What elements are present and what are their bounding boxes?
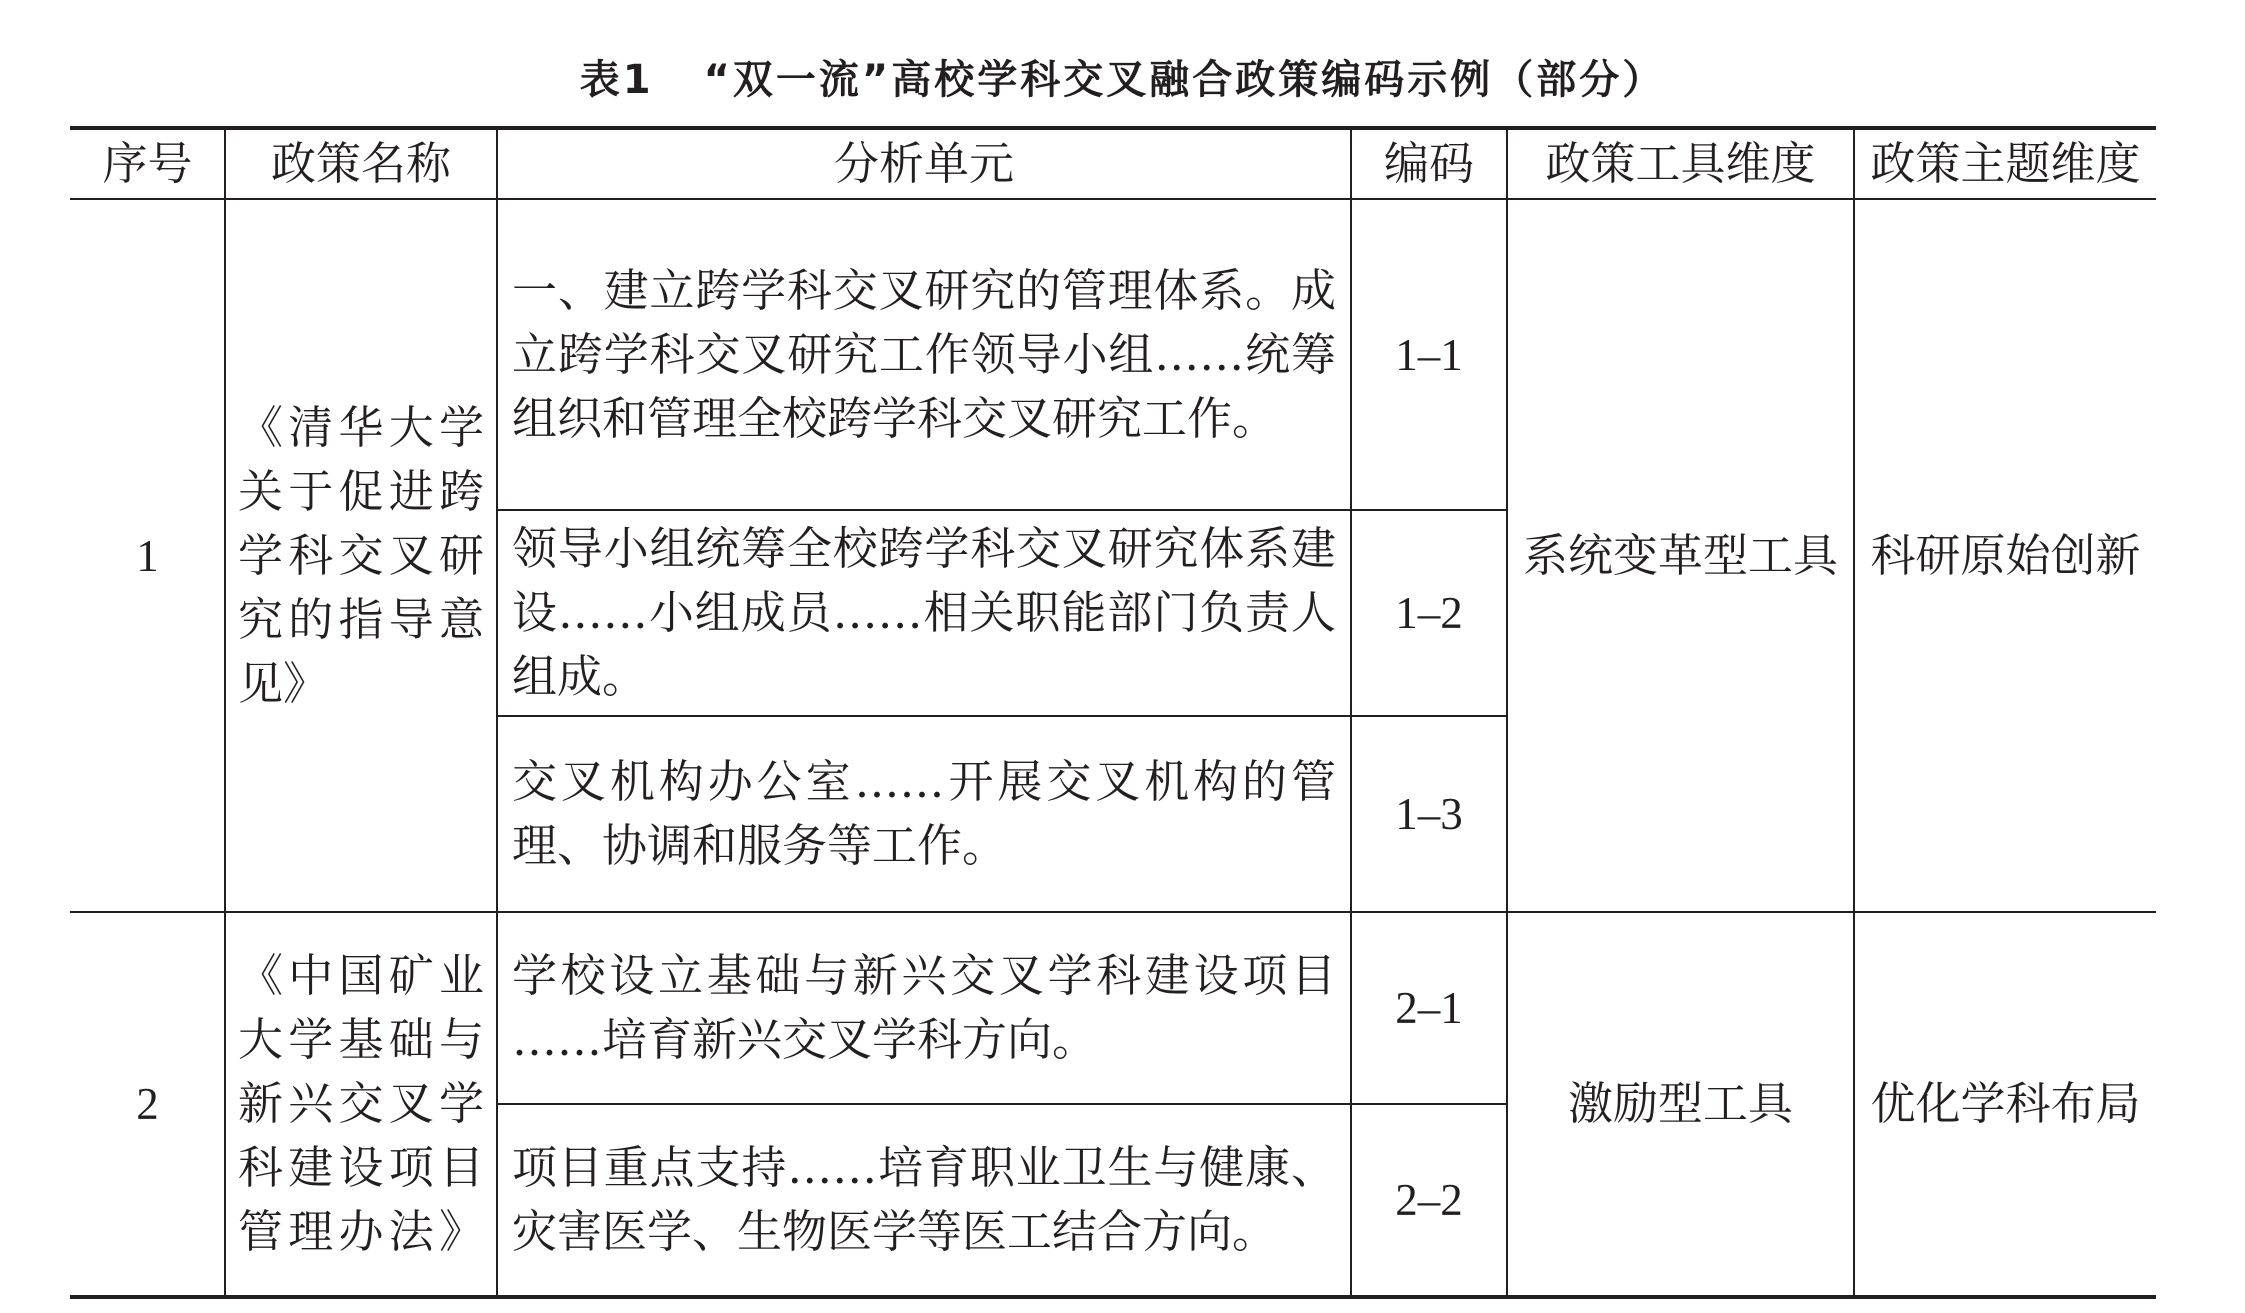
row1-unit2-code-cell (1352, 511, 1506, 715)
theme-dimension-value: 优化学科布局 (1870, 1077, 2141, 1130)
analysis-unit-line: ……培育新兴交叉学科方向。 (512, 1013, 1098, 1066)
row1-unit3-code-cell (1352, 717, 1506, 911)
policy-name-line: 见》 (238, 656, 329, 710)
row1-unit1-cell (498, 200, 1350, 509)
row2-unit2-cell (498, 1105, 1350, 1295)
header-tool-dimension (1508, 130, 1853, 198)
row1-index-cell (70, 200, 225, 911)
header-label: 序号 (102, 137, 193, 190)
tool-dimension-value: 激励型工具 (1567, 1077, 1793, 1130)
row1-unit1-code-cell (1352, 200, 1506, 509)
table-title: “双一流”高校学科交叉融合政策编码示例（部分） (703, 57, 1666, 103)
policy-name-line: 究的指导意 (238, 592, 484, 646)
analysis-unit-line: 立跨学科交叉研究工作领导小组……统筹 (512, 327, 1336, 381)
policy-name-line: 学科交叉研 (238, 528, 484, 582)
tool-dimension-value: 系统变革型工具 (1522, 528, 1838, 582)
analysis-unit-line: 组成。 (512, 650, 648, 703)
header-index (70, 130, 225, 198)
header-analysis-unit (498, 130, 1350, 198)
policy-name-line: 新兴交叉学 (238, 1077, 484, 1130)
row2-index-cell (70, 913, 225, 1295)
row2-unit1-code-cell (1352, 913, 1506, 1103)
row1-theme-dimension-cell (1855, 200, 2156, 911)
policy-name-line: 管理办法》 (238, 1205, 484, 1258)
policy-name-line: 《清华大学 (238, 400, 484, 454)
header-label: 政策名称 (270, 137, 451, 190)
analysis-unit-line: 交叉机构办公室……开展交叉机构的管 (512, 755, 1336, 808)
analysis-unit-line: 组织和管理全校跨学科交叉研究工作。 (512, 391, 1278, 445)
policy-name-line: 关于促进跨 (238, 464, 484, 518)
row2-policy-name-cell (226, 913, 496, 1295)
row-index: 1 (136, 530, 159, 581)
analysis-unit-line: 灾害医学、生物医学等医工结合方向。 (512, 1205, 1278, 1258)
row2-unit2-code-cell (1352, 1105, 1506, 1295)
code-value: 1–2 (1395, 588, 1463, 638)
row1-tool-dimension-cell (1508, 200, 1853, 911)
row1-unit3-cell (498, 717, 1350, 911)
header-theme-dimension (1855, 130, 2156, 198)
analysis-unit-line: 一、建立跨学科交叉研究的管理体系。成 (512, 263, 1336, 317)
table-label: 表1 (579, 57, 654, 103)
analysis-unit-line: 领导小组统筹全校跨学科交叉研究体系建 (512, 522, 1336, 575)
row2-unit1-cell (498, 913, 1350, 1103)
header-label: 分析单元 (833, 137, 1014, 190)
theme-dimension-value: 科研原始创新 (1870, 528, 2141, 582)
code-value: 1–1 (1395, 329, 1463, 380)
header-label: 政策工具维度 (1545, 137, 1816, 190)
header-label: 编码 (1383, 137, 1474, 190)
policy-name-line: 大学基础与 (238, 1013, 484, 1066)
code-value: 1–3 (1395, 789, 1463, 839)
header-code (1352, 130, 1506, 198)
header-label: 政策主题维度 (1870, 137, 2141, 190)
analysis-unit-line: 学校设立基础与新兴交叉学科建设项目 (512, 949, 1336, 1002)
analysis-unit-line: 设……小组成员……相关职能部门负责人 (512, 586, 1336, 639)
code-value: 2–1 (1395, 983, 1463, 1033)
row-index: 2 (136, 1079, 159, 1129)
row2-theme-dimension-cell (1855, 913, 2156, 1295)
policy-name-line: 科建设项目 (238, 1141, 484, 1194)
header-policy-name (226, 130, 496, 198)
row2-tool-dimension-cell (1508, 913, 1853, 1295)
policy-name-line: 《中国矿业 (238, 949, 484, 1002)
row1-policy-name-cell (226, 200, 496, 911)
code-value: 2–2 (1395, 1175, 1463, 1225)
row1-unit2-cell (498, 511, 1350, 715)
analysis-unit-line: 理、协调和服务等工作。 (512, 819, 1008, 872)
analysis-unit-line: 项目重点支持……培育职业卫生与健康、 (512, 1141, 1336, 1194)
rule-bottom (70, 1295, 2156, 1299)
